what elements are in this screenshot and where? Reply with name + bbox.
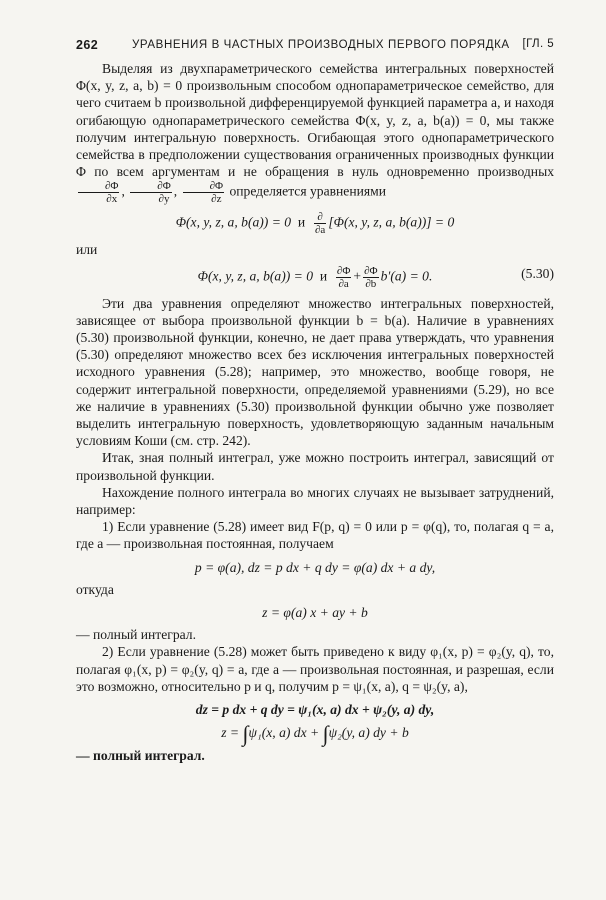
chapter-marker: [ГЛ. 5 bbox=[522, 38, 554, 50]
or-word: или bbox=[76, 242, 98, 258]
fraction-dphi-dz: $\frac{\partial\Phi}{\partial z}$ bbox=[183, 180, 224, 205]
integral-sign: ∫ bbox=[322, 721, 329, 747]
equation-case-1-differential: p = φ(a), dz = p dx + q dy = φ(a) dx + a dy, bbox=[194, 559, 436, 575]
fraction-d-da: $\frac{\partial}{\partial a}$ bbox=[314, 211, 326, 237]
page-number: 262 bbox=[76, 38, 99, 52]
paragraph-case-1: 1) Если уравнение (5.28) имеет вид F(p, q) = 0 или p = φ(q), то, полагая q = a, где a — произвольная постоянная, получаем bbox=[76, 519, 554, 552]
running-title: УРАВНЕНИЯ В ЧАСТНЫХ ПРОИЗВОДНЫХ ПЕРВОГО ПОРЯДКА bbox=[132, 39, 510, 51]
fraction-dphi-dx: $\frac{\partial\Phi}{\partial x}$ bbox=[78, 180, 119, 205]
page-body bbox=[76, 60, 554, 764]
equation-envelope-system: Φ(x, y, z, a, b(a)) = 0 и $\frac{\partial}{\partial a}$ [Φ(x, y, z, a, b(a))] = 0 bbox=[175, 211, 455, 237]
paragraph-text: Эти два уравнения определяют множество интегральных поверхностей, зависящее от выбора произвольной функции b = b(a). Наличие в уравнениях (5.30) произвольной функции, конечно, не дает права утверждать, что уравнения (5.30) определяют множество всех без исключения интегральных поверхностей исходного уравнения (5.28); например, это множество, вообще говоря, не содержит интегральной поверхности, определяемой уравнениями (5.29), но все же наличие в уравнениях (5.30) произвольной функции обычно уже позволяет выделить интегральную поверхность, удовлетворяющую заданным начальным условиям Коши (см. стр. 242). bbox=[76, 295, 554, 449]
integral-sign: ∫ bbox=[242, 721, 249, 747]
paragraph-text: определяется уравнениями bbox=[229, 184, 387, 200]
equation-5-30: Φ(x, y, z, a, b(a)) = 0 и $\frac{\partial\Phi}{\partial a}$ + $\frac{\partial\Phi}{\partial b}$ b′(a) = 0. (5.30) bbox=[197, 264, 554, 290]
equation-case-2-differential: dz = p dx + q dy = ψ₁(x, a) dx + ψ₂(y, a) dy, bbox=[195, 702, 435, 718]
full-integral-note: — полный интеграл. bbox=[76, 627, 196, 643]
equation-case-2-integral: z = ∫ψ₁(x, a) dx + ∫ψ₂(y, a) dy + b bbox=[221, 721, 409, 747]
paragraph-envelope: Выделяя из двухпараметрического семейства интегральных поверхностей Φ(x, y, z, a, b) = 0 произвольным способом однопараметрическое семейство, для чего считаем b произвольной дифференцируемой функцией параметра a, и находя огибающую однопараметрического семейства Φ(x, y, z, a, b(a)) = 0, мы также получим интегральную поверхность. Огибающая этого однопараметрического семейства в предположении существования ограниченных производных функции Φ по всем аргументам и не обращения в нуль одновременно производных $\frac{\partial\Phi}{\partial x}$ , $\frac{\partial\Phi}{\partial y}$ , $\frac{\partial\Phi}{\partial z}$ определяется уравнениями bbox=[76, 61, 554, 206]
equation-number: (5.30) bbox=[521, 265, 554, 281]
fraction-dphi-dy: $\frac{\partial\Phi}{\partial y}$ bbox=[130, 180, 171, 205]
paragraph-text: Нахождение полного интеграла во многих случаях не вызывает затруднений, например: bbox=[76, 484, 554, 518]
paragraph-case-2: 2) Если уравнение (5.28) может быть приведено к виду φ₁(x, p) = φ₂(y, q), то, полагая φ₁(x, p) = φ₂(y, q) = a, где a — произвольная постоянная, и разрешая, если это возможно, относительно p и q, получим p = ψ₁(x, a), q = ψ₂(y, a), bbox=[76, 644, 554, 694]
full-integral-note: — полный интеграл. bbox=[76, 747, 205, 763]
whence-word: откуда bbox=[76, 581, 114, 597]
paragraph-text: Итак, зная полный интеграл, уже можно построить интеграл, зависящий от произвольной функции. bbox=[76, 450, 554, 483]
equation-case-1-integral: z = φ(a) x + ay + b bbox=[262, 605, 368, 621]
paragraph-text: Выделяя из двухпараметрического семейства интегральных поверхностей Φ(x, y, z, a, b) = 0 произвольным способом однопараметрическое семейство, для чего считаем b произвольной дифференцируемой функцией параметра a, и находя огибающую однопараметрического семейства Φ(x, y, z, a, b(a)) = 0, мы также получим интегральную поверхность. Огибающая этого однопараметрического семейства в предположении существования ограниченных производных функции Φ по всем аргументам и не обращения в нуль одновременно производных bbox=[76, 61, 554, 180]
